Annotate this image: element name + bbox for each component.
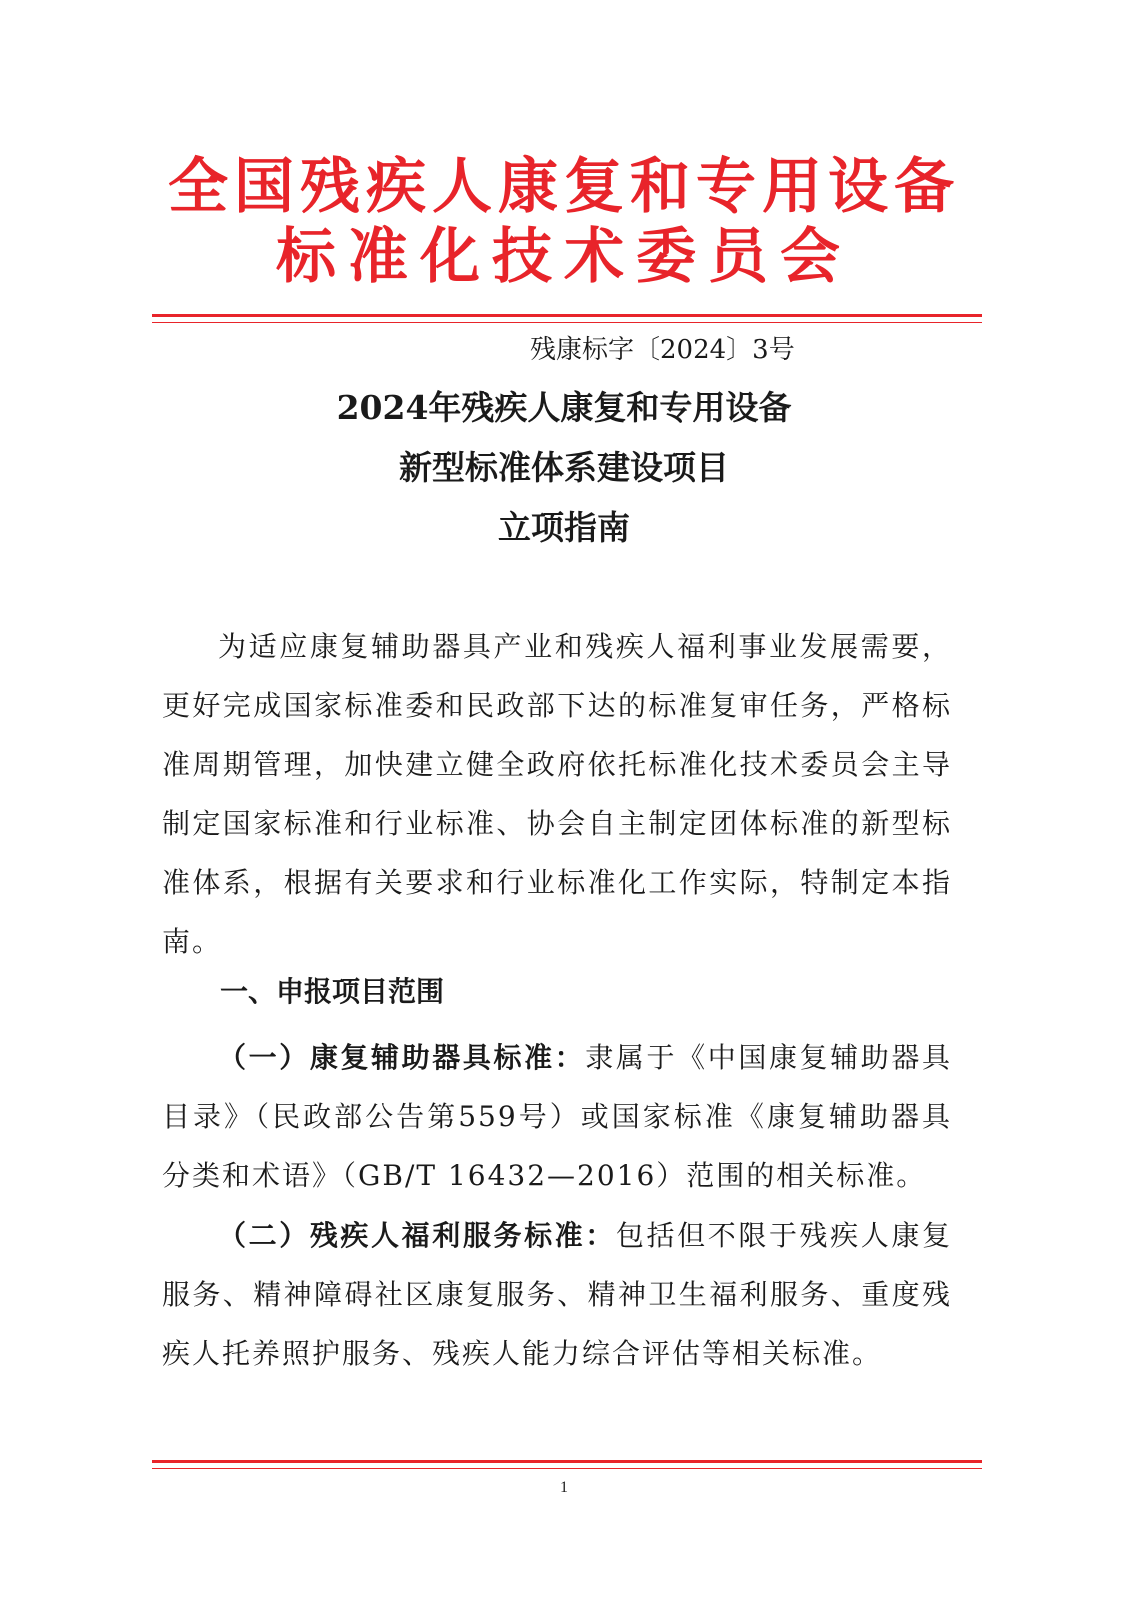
header-red-rule-thin [152,322,982,323]
footer-red-rule-thick [152,1460,982,1463]
scope-item-1-label: （一）康复辅助器具标准： [218,1041,586,1074]
scope-item-2 [162,1206,952,1383]
footer-red-rule-thin [152,1468,982,1469]
scope-item-1-text: 隶属于《中国康复辅助器具目录》（民政部公告第559号）或国家标准《康复辅助器具分类和术语》（GB/T 16432—2016）范围的相关标准。 [162,1041,952,1192]
scope-item-2-text: 包括但不限于残疾人康复服务、精神障碍社区康复服务、精神卫生福利服务、重度残疾人托养照护服务、残疾人能力综合评估等相关标准。 [162,1219,952,1370]
document-number: 残康标字〔2024〕3号 [530,335,795,365]
document-title-line-1: 2024年残疾人康复和专用设备 [336,388,792,427]
document-title-line-3: 立项指南 [498,508,630,547]
scope-item-2-label: （二）残疾人福利服务标准： [218,1219,616,1252]
scope-item-1 [162,1028,952,1205]
issuing-org-line-1: 全国残疾人康复和专用设备 [168,152,960,222]
page-number: 1 [560,1479,568,1496]
section-heading-scope: 一、申报项目范围 [220,975,445,1008]
issuing-org-line-2: 标准化技术委员会 [276,222,852,292]
intro-paragraph: 为适应康复辅助器具产业和残疾人福利事业发展需要，更好完成国家标准委和民政部下达的标准复审任务，严格标准周期管理，加快建立健全政府依托标准化技术委员会主导制定国家标准和行业标准、协会自主制定团体标准的新型标准体系，根据有关要求和行业标准化工作实际，特制定本指南。 [162,630,952,958]
header-red-rule-thick [152,314,982,317]
document-title-line-2: 新型标准体系建设项目 [399,448,729,487]
